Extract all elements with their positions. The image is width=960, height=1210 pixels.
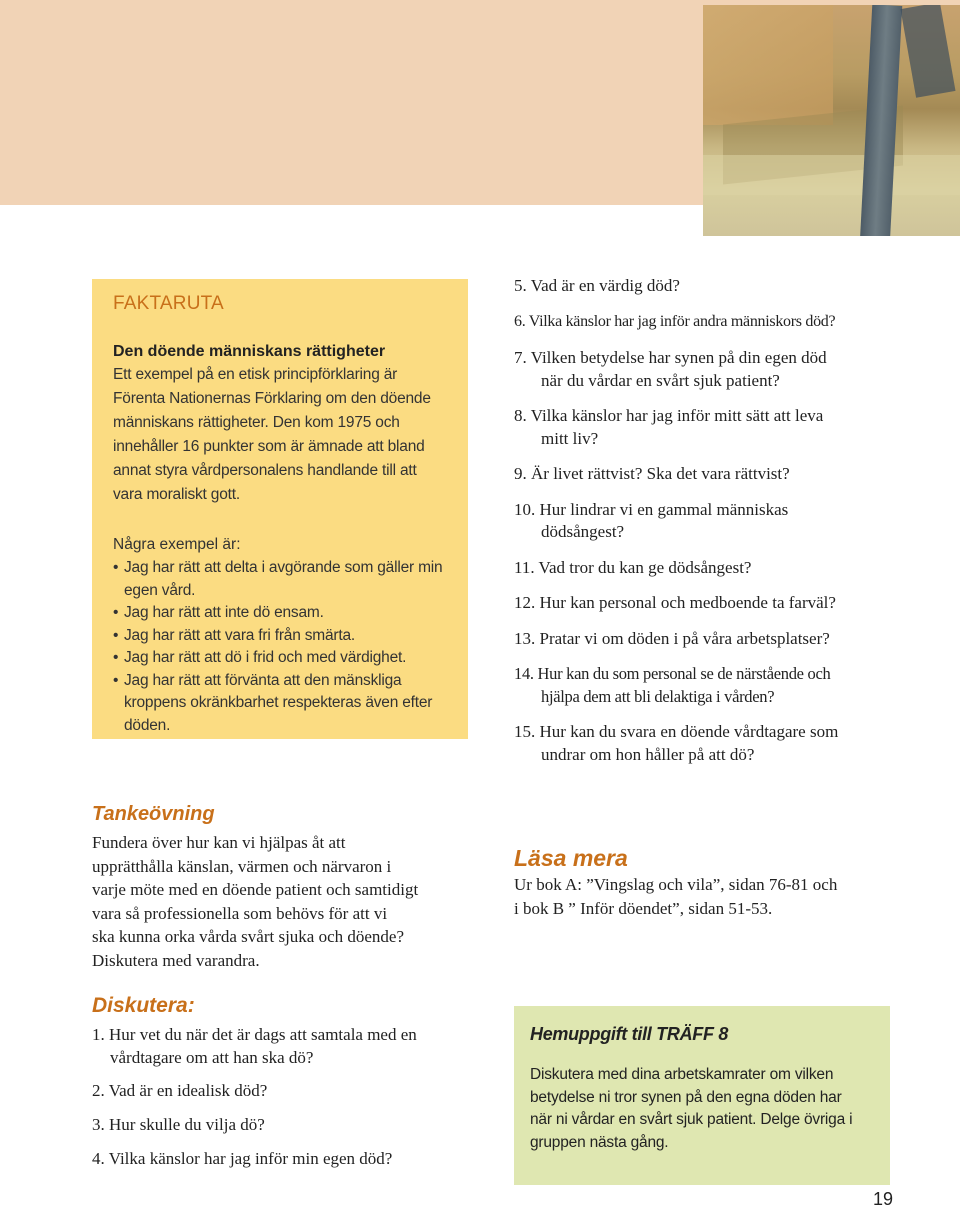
text-line: vara så professionella som behövs för att vi <box>92 903 388 923</box>
question-item: 6. Vilka känslor har jag inför andra människors död? <box>514 312 836 330</box>
list-item-line: Jag har rätt att delta i avgörande som gäller min <box>124 559 443 576</box>
rights-list <box>113 557 452 737</box>
intro-line: annat styra vårdpersonalens handlande till att <box>113 462 417 479</box>
question-line: 15. Hur kan du svara en döende vårdtagare som <box>514 722 839 741</box>
text-line: i bok B ” Inför döendet”, sidan 51-53. <box>514 898 773 918</box>
question-line: vårdtagare om att han ska dö? <box>110 1048 314 1067</box>
page-number: 19 <box>873 1189 894 1209</box>
faktaruta-subtitle: Den döende människans rättigheter <box>113 343 386 360</box>
list-item <box>113 670 452 738</box>
bullet-icon: • <box>113 671 119 689</box>
text-line: varje möte med en döende patient och samtidigt <box>92 880 419 899</box>
text-line: när ni vårdar en svårt sjuk patient. Delge övriga i <box>530 1111 853 1128</box>
question-line: undrar om hon håller på att dö? <box>541 744 755 764</box>
intro-line: vara moraliskt gott. <box>113 486 240 503</box>
watercolor-illustration <box>703 5 960 236</box>
question-item: 2. Vad är en idealisk död? <box>92 1081 268 1100</box>
lasa-mera-title: Läsa mera <box>514 845 628 871</box>
tankeovning-text <box>92 831 472 972</box>
question-item: 4. Vilka känslor har jag inför min egen död? <box>92 1149 393 1168</box>
faktaruta-title: FAKTARUTA <box>113 293 224 314</box>
faktaruta-box <box>92 279 468 739</box>
diskutera-section <box>92 993 482 1170</box>
question-line: 7. Vilken betydelse har synen på din egen död <box>514 348 827 367</box>
bullet-icon: • <box>113 626 119 644</box>
question-item: 13. Pratar vi om döden i på våra arbetsplatser? <box>514 628 830 648</box>
question-item <box>92 1023 482 1069</box>
list-item-line: Jag har rätt att inte dö ensam. <box>124 604 324 621</box>
question-line: dödsångest? <box>541 522 625 541</box>
list-item-line: Jag har rätt att dö i frid och med värdighet. <box>124 649 407 666</box>
bullet-icon: • <box>113 559 119 576</box>
faktaruta-intro <box>113 363 452 507</box>
text-line: Fundera över hur kan vi hjälpas åt att <box>92 833 346 852</box>
intro-line: människans rättigheter. Den kom 1975 och <box>113 414 400 431</box>
diskutera-title: Diskutera: <box>92 994 195 1017</box>
question-line: när du vårdar en svårt sjuk patient? <box>541 370 780 390</box>
list-item <box>113 625 452 648</box>
hemuppgift-text <box>530 1064 876 1154</box>
lasa-mera-text <box>514 873 914 920</box>
questions-list <box>514 275 914 766</box>
tankeovning-section <box>92 801 472 972</box>
list-item <box>113 557 452 602</box>
intro-line: Ett exempel på en etisk principförklaring är <box>113 366 398 383</box>
text-line: Ur bok A: ”Vingslag och vila”, sidan 76-81 och <box>514 875 838 894</box>
list-item-line: döden. <box>124 716 171 734</box>
text-line: gruppen nästa gång. <box>530 1133 669 1151</box>
list-item-line: kroppens okränkbarhet respekteras även efter <box>124 694 433 711</box>
question-line: mitt liv? <box>541 428 599 448</box>
intro-line: innehåller 16 punkter som är ämnade att bland <box>113 438 425 455</box>
question-item: 5. Vad är en värdig död? <box>514 276 680 295</box>
question-item <box>514 405 914 450</box>
question-item <box>514 663 914 708</box>
question-line: hjälpa dem att bli delaktiga i vården? <box>541 686 775 706</box>
question-line: 10. Hur lindrar vi en gammal människas <box>514 499 789 519</box>
text-line: upprätthålla känslan, värmen och närvaron i <box>92 856 392 876</box>
bullet-icon: • <box>113 649 119 666</box>
hemuppgift-box <box>514 1006 890 1185</box>
question-line: 14. Hur kan du som personal se de närstående och <box>514 664 831 683</box>
question-item: 3. Hur skulle du vilja dö? <box>92 1115 265 1134</box>
list-item <box>113 602 452 625</box>
question-item: 12. Hur kan personal och medboende ta farväl? <box>514 593 836 612</box>
list-item-line: Jag har rätt att förvänta att den mänskliga <box>124 671 402 689</box>
hemuppgift-title: Hemuppgift till TRÄFF 8 <box>530 1024 729 1044</box>
lasa-mera-section <box>514 843 914 920</box>
question-item <box>514 721 914 766</box>
bullet-icon: • <box>113 604 119 621</box>
text-line: betydelse ni tror synen på den egna döden har <box>530 1088 842 1106</box>
tankeovning-title: Tankeövning <box>92 803 215 825</box>
text-line: Diskutera med dina arbetskamrater om vilken <box>530 1066 834 1083</box>
list-item <box>113 647 452 670</box>
list-item-line: Jag har rätt att vara fri från smärta. <box>124 626 356 644</box>
question-item: 9. Är livet rättvist? Ska det vara rättvist? <box>514 464 790 483</box>
question-line: 8. Vilka känslor har jag inför mitt sätt att leva <box>514 406 824 425</box>
text-line: ska kunna orka vårda svårt sjuka och döende? <box>92 927 405 946</box>
question-line: 1. Hur vet du när det är dags att samtala med en <box>92 1025 417 1044</box>
list-item-line: egen vård. <box>124 581 196 599</box>
question-item <box>514 347 914 392</box>
question-item <box>514 499 914 544</box>
text-line: Diskutera med varandra. <box>92 950 260 970</box>
faktaruta-lead: Några exempel är: <box>113 536 241 553</box>
question-item: 11. Vad tror du kan ge dödsångest? <box>514 557 752 577</box>
intro-line: Förenta Nationernas Förklaring om den döende <box>113 390 431 407</box>
